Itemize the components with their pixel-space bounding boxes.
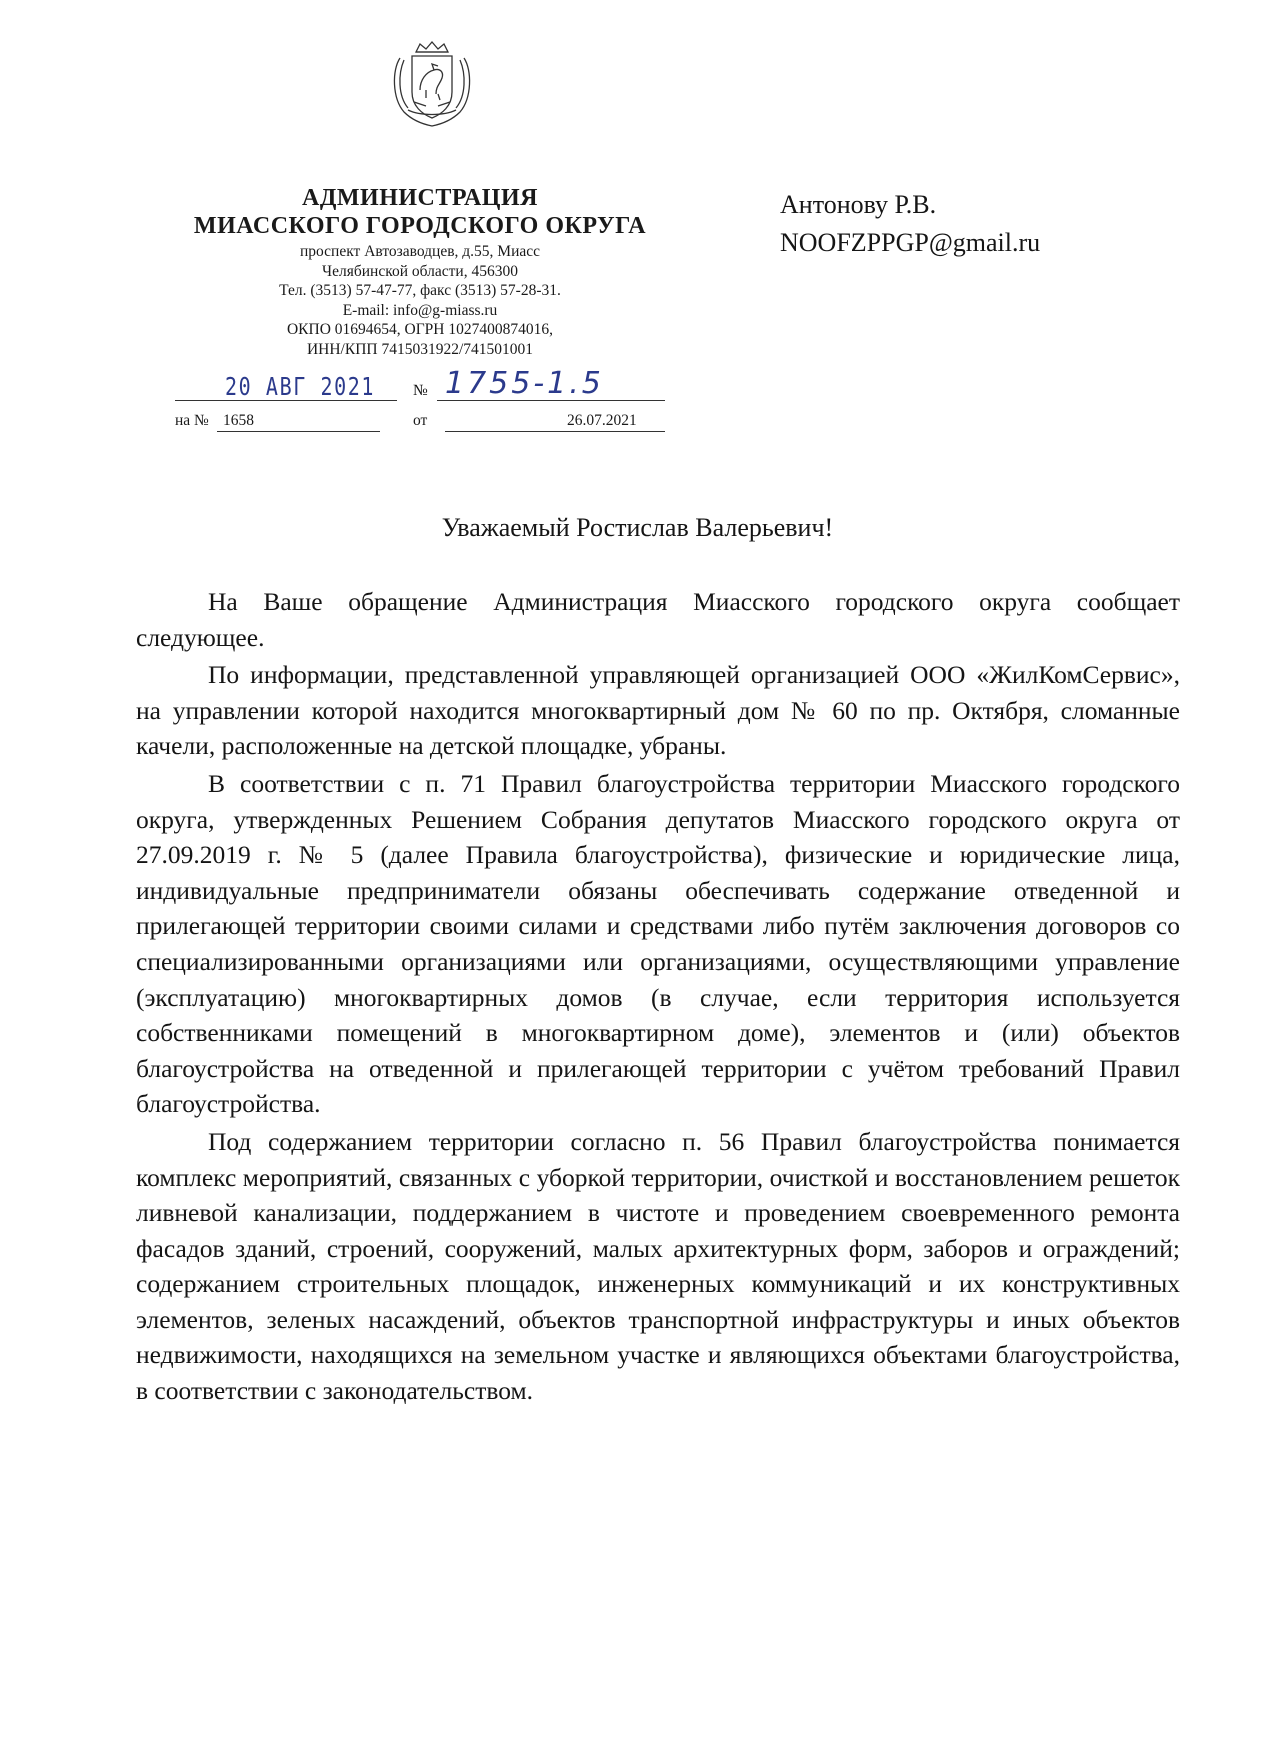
number-sign: № xyxy=(413,382,428,399)
number-underline xyxy=(437,400,665,401)
date-stamp: 20 АВГ 2021 xyxy=(225,372,376,401)
body-paragraph: На Ваше обращение Администрация Миасского городского округа сообщает следующее. xyxy=(136,587,1180,652)
reference-from-label: от xyxy=(413,412,428,429)
body-paragraph: Под содержанием территории согласно п. 56 Правил благоустройства понимается комплекс мероприятий, связанных с уборкой территории, очисткой и восстановлением решеток ливневой канализации, поддержанием в чистоте и проведением своевременного ремонта фасадов зданий, строений, сооружений, малых архитектурных форм, заборов и ограждений; содержанием строительных площадок, инженерных коммуникаций и их конструктивных элементов, зеленых насаждений, объектов транспортной инфраструктуры и иных объектов недвижимости, находящихся на земельном участке и являющихся объектами благоустройства, в соответствии с законодательством. xyxy=(136,1126,1180,1406)
letterhead-title: АДМИНИСТРАЦИЯ xyxy=(302,185,538,211)
reference-number: 1658 xyxy=(223,412,254,429)
reference-date-underline xyxy=(445,431,665,432)
body-paragraph: По информации, представленной управляющей организацией ООО «ЖилКомСервис», на управлении которой находится многоквартирный дом № 60 по пр. Октября, сломанные качели, расположенные на детской площадке, убраны. xyxy=(136,660,1180,761)
letter-body xyxy=(136,584,1180,1411)
reference-date: 26.07.2021 xyxy=(567,412,637,429)
codes-line: ОКПО 01694654, ОГРН 1027400874016, xyxy=(286,321,553,338)
body-paragraph: В соответствии с п. 71 Правил благоустройства территории Миасского городского округа, утвержденных Решением Собрания депутатов Миасского городского округа от 27.09.2019 г. № 5 (далее Правила благоустройства), физические и юридические лица, индивидуальные предприниматели обязаны обеспечивать содержание отведенной и прилегающей территории своими силами и средствами либо путём заключения договоров со специализированными организациями или организациями, осуществляющими управление (эксплуатацию) многоквартирных домов (в случае, если территория используется собственниками помещений в многоквартирном доме), элементов и (или) объектов благоустройства на отведенной и прилегающей территории с учётом требований Правил благоустройства. xyxy=(136,768,1180,1119)
reference-row xyxy=(175,412,665,436)
reference-prefix: на № xyxy=(175,412,209,429)
addressee-email: NOOFZPPGP@gmail.ru xyxy=(780,228,1041,257)
codes-line: ИНН/КПП 7415031922/741501001 xyxy=(306,340,534,358)
reference-underline xyxy=(217,431,380,432)
coat-of-arms-icon xyxy=(386,40,478,128)
addressee-block xyxy=(780,186,1180,262)
addressee-name: Антонову Р.В. xyxy=(780,190,937,219)
salutation: Уважаемый Ростислав Валерьевич! xyxy=(441,513,834,542)
address-line: Челябинской области, 456300 xyxy=(322,262,518,280)
registration-number: 1755-1.5 xyxy=(445,366,604,401)
letterhead xyxy=(160,184,680,359)
registration-row xyxy=(175,366,665,406)
date-underline xyxy=(175,400,397,401)
letterhead-subtitle: МИАССКОГО ГОРОДСКОГО ОКРУГА xyxy=(193,213,647,239)
phone-line: Тел. (3513) 57-47-77, факс (3513) 57-28-31. xyxy=(279,282,561,299)
address-line: проспект Автозаводцев, д.55, Миасс xyxy=(299,243,541,260)
email-line: E-mail: info@g-miass.ru xyxy=(342,301,498,319)
